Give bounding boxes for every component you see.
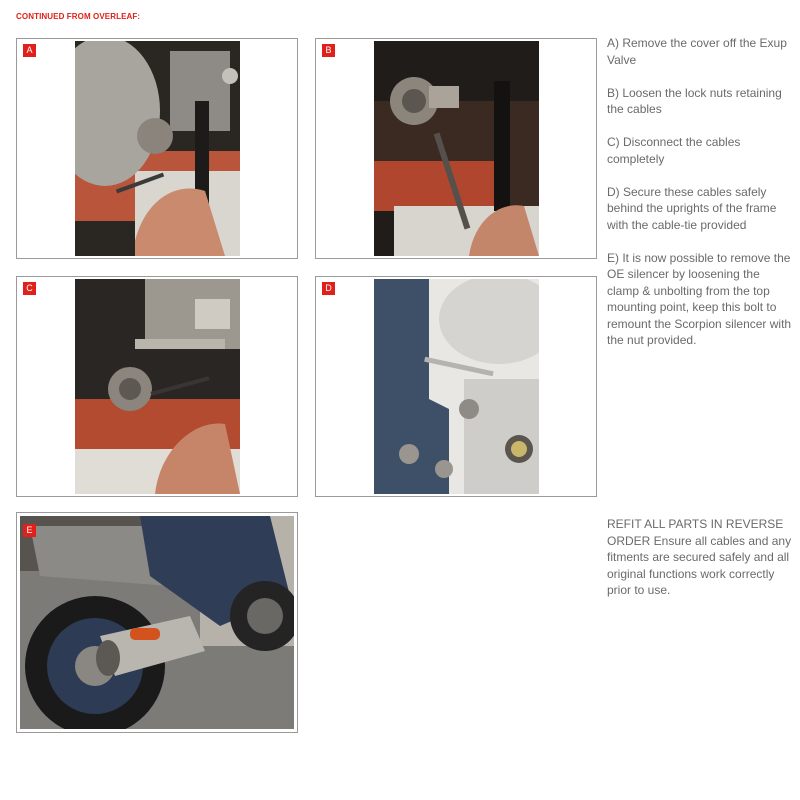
step-c-text: C) Disconnect the cables completely <box>607 135 741 166</box>
instruction-steps <box>607 35 793 365</box>
photo-loosen-nuts <box>374 41 539 256</box>
panel-b <box>315 38 597 259</box>
step-e-text: E) It is now possible to remove the OE silencer by loosening the clamp & unbolting from the top mounting point, keep this bolt to remount the Scorpion silencer with the nut provided. <box>607 250 792 347</box>
panel-a-badge: A <box>23 44 36 57</box>
panel-b-badge: B <box>322 44 335 57</box>
panel-d-badge: D <box>322 282 335 295</box>
panel-e-badge: E <box>23 524 36 537</box>
panel-e <box>16 512 298 733</box>
panel-d <box>315 276 597 497</box>
step-d-text: D) Secure these cables safely behind the uprights of the frame with the cable-tie provided <box>607 184 777 232</box>
step-a-text: A) Remove the cover off the Exup Valve <box>607 36 787 67</box>
panel-c <box>16 276 298 497</box>
refit-note: REFIT ALL PARTS IN REVERSE ORDER Ensure all cables and any fitments are secured safely and all original functions work correctly prior to use. <box>607 517 792 597</box>
photo-secure-cables <box>374 279 539 494</box>
continued-heading: CONTINUED FROM OVERLEAF: <box>16 12 141 21</box>
step-b-text: B) Loosen the lock nuts retaining the cables <box>607 85 782 116</box>
panel-a <box>16 38 298 259</box>
photo-fitted-silencer <box>20 516 294 729</box>
panel-c-badge: C <box>23 282 36 295</box>
photo-remove-cover <box>75 41 240 256</box>
photo-disconnect-cables <box>75 279 240 494</box>
